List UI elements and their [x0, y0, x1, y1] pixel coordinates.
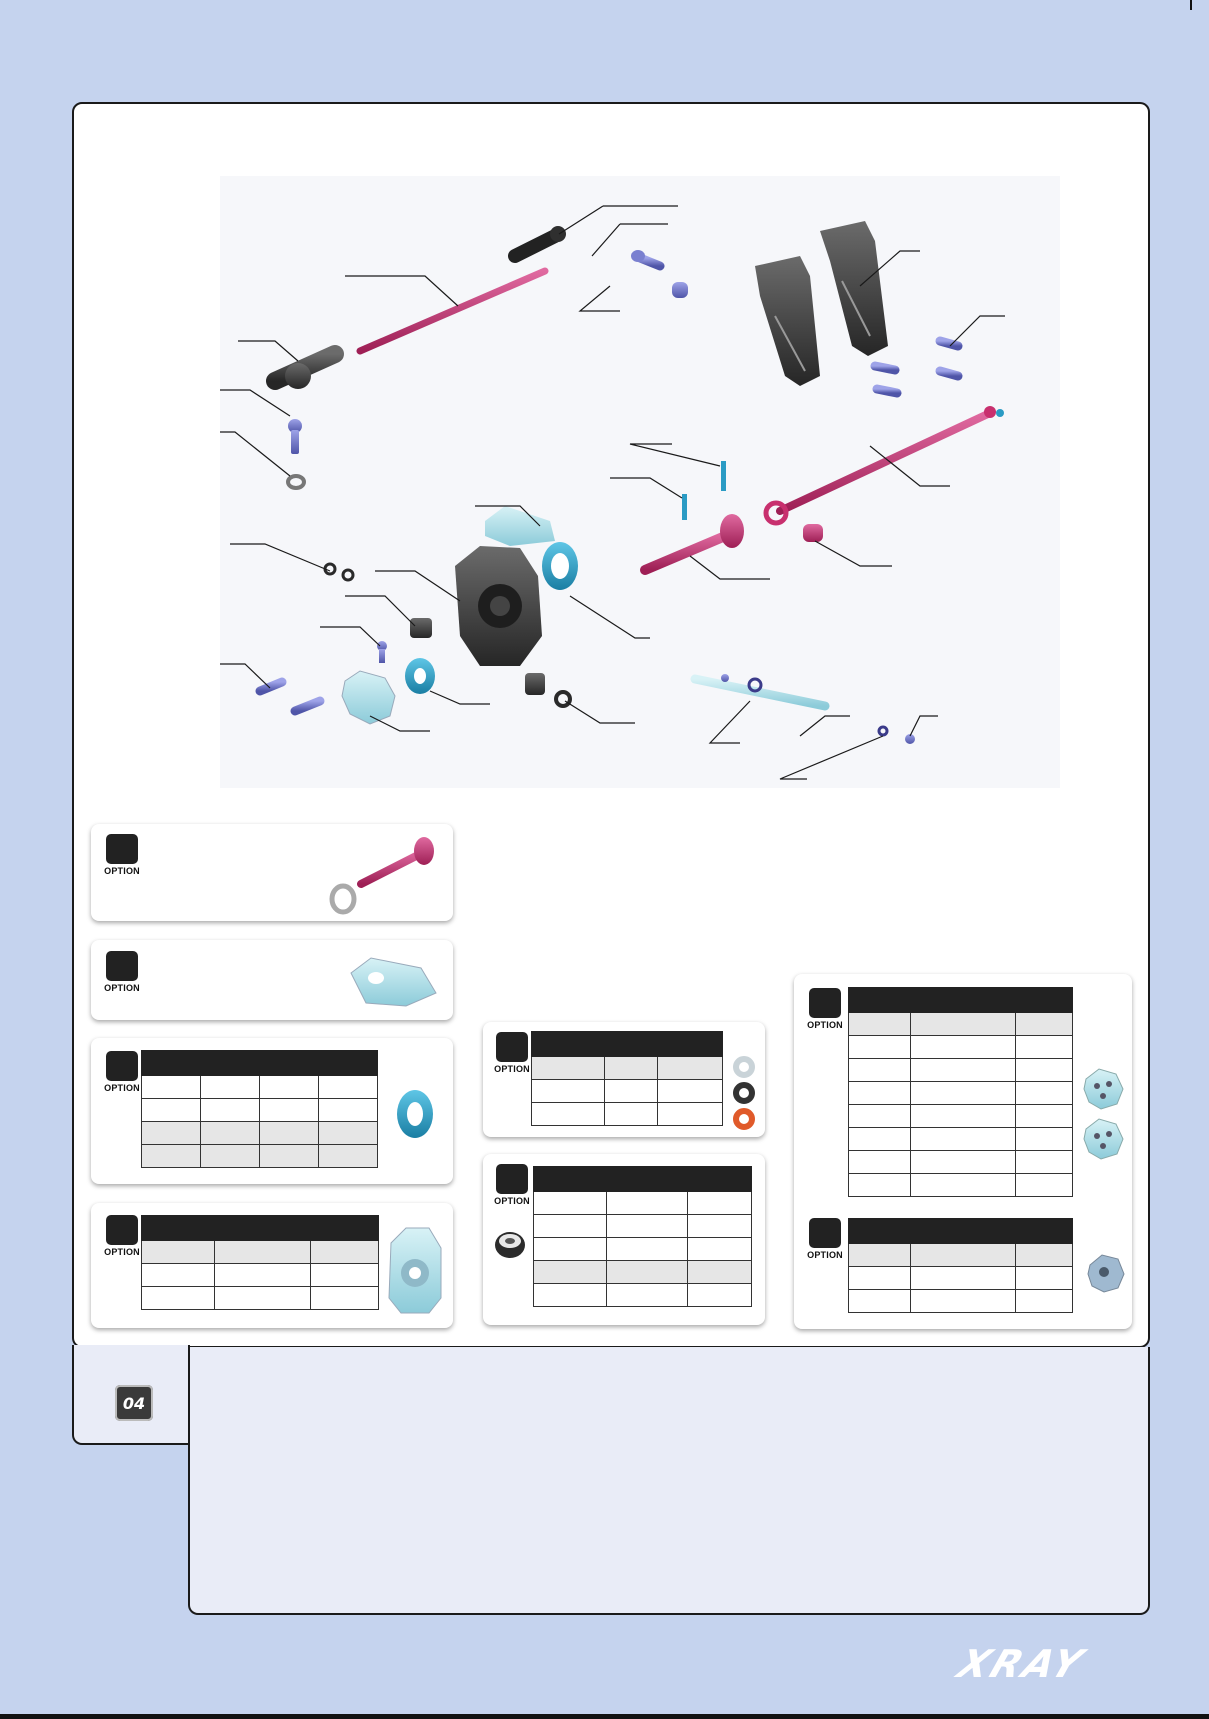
xray-logo-icon: XRAY: [951, 1642, 1092, 1686]
drive-shaft: [766, 406, 1004, 542]
option-badge: OPTION: [104, 951, 140, 995]
hub-carrier-spec-table: [141, 1215, 379, 1310]
ball-stud: [288, 419, 304, 488]
callout-lines: [220, 206, 1005, 779]
thumbs-up-icon: [496, 1032, 528, 1062]
drive-pins: [682, 461, 726, 520]
option-badge: OPTION: [104, 834, 140, 878]
option-card-washers: [483, 1022, 765, 1137]
hub-carrier-image: [381, 1213, 449, 1321]
option-card-mount: [91, 940, 453, 1020]
thumbs-up-icon: [106, 834, 138, 864]
hex-single-image: [1084, 1250, 1128, 1296]
washer-stack-image: [728, 1055, 760, 1133]
option-badge: OPTION: [807, 988, 843, 1032]
thumbs-up-icon: [496, 1164, 528, 1194]
option-badge: OPTION: [104, 1051, 140, 1095]
collar-image: [393, 1088, 437, 1140]
collar-spec-table: [141, 1050, 378, 1168]
thumbs-up-icon: [809, 988, 841, 1018]
washer-spec-table: [531, 1031, 723, 1126]
thumbs-up-icon: [106, 1215, 138, 1245]
step-badge-icon: 04: [115, 1385, 153, 1421]
option-card-axle: [91, 824, 453, 921]
option-card-hex-blocks: [794, 974, 1132, 1329]
option-card-hub-carrier: [91, 1203, 453, 1328]
camber-link-rod: [275, 226, 566, 389]
nut-spec-table: [533, 1166, 752, 1307]
thumbs-up-icon: [106, 1051, 138, 1081]
upper-screw-spacer: [631, 250, 688, 298]
shock-tower-brackets: [755, 221, 888, 386]
hex-alt-spec-table: [848, 1218, 1073, 1313]
option-badge: OPTION: [104, 1215, 140, 1259]
hex-block-images: [1081, 1064, 1127, 1164]
page-bottom-bar: [0, 1714, 1209, 1719]
exploded-view-drawing: [220, 176, 1060, 788]
option-axle-image: [321, 829, 441, 915]
option-badge: OPTION: [494, 1164, 530, 1208]
option-badge: OPTION: [494, 1032, 530, 1076]
upper-mount: [485, 506, 555, 546]
hex-spec-table: [848, 987, 1073, 1197]
hex-block: [342, 671, 395, 724]
pivot-pin: [695, 674, 915, 744]
option-badge: OPTION: [807, 1218, 843, 1262]
hub-carrier: [410, 546, 542, 666]
thumbs-up-icon: [106, 951, 138, 981]
wheel-axle: [645, 514, 744, 570]
page-edge-mark: [1190, 0, 1192, 10]
option-card-nuts: [483, 1154, 765, 1325]
lock-nut-image: [493, 1228, 527, 1262]
thumbs-up-icon: [809, 1218, 841, 1248]
bracket-screws: [875, 341, 958, 393]
instruction-panel: [188, 1347, 1150, 1615]
option-card-collars: [91, 1038, 453, 1184]
option-mount-image: [346, 948, 441, 1014]
exploded-view: [220, 176, 1060, 788]
